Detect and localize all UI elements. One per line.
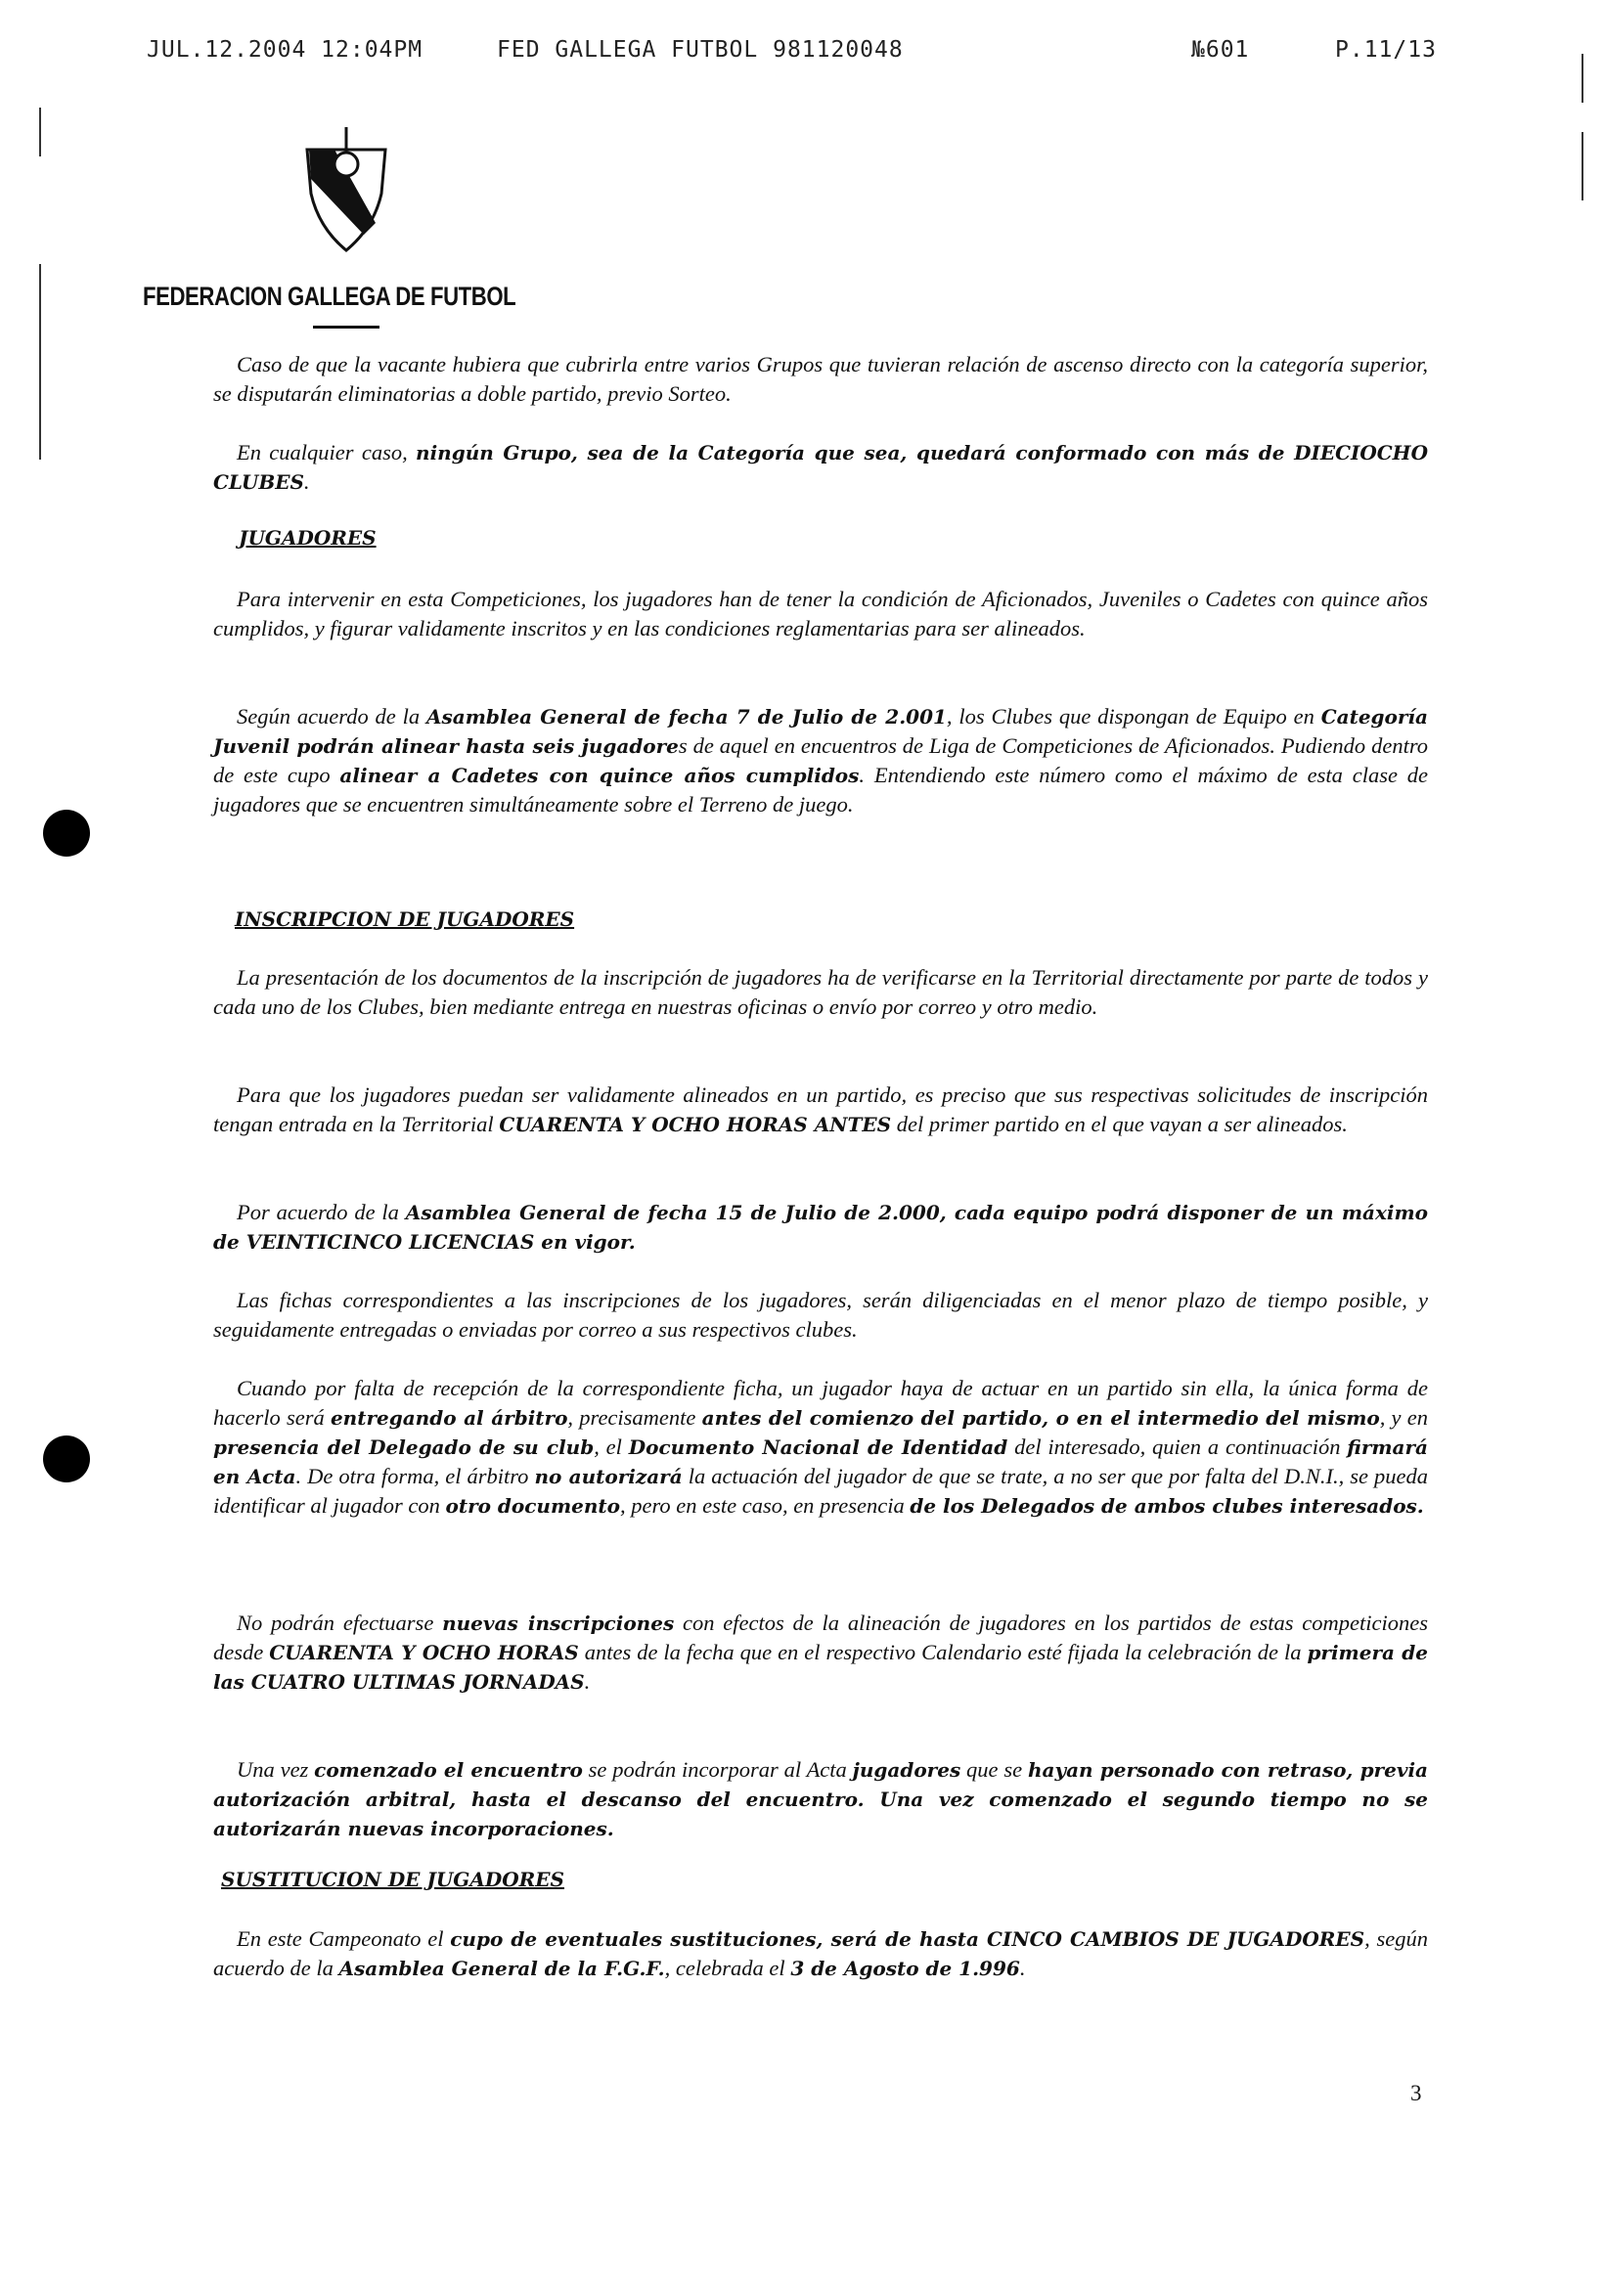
text-segment: Caso de que la vacante hubiera que cubrirla entre varios Grupos que tuvieran relación de ascenso directo con la categoría superior, se disputarán eliminatorias a doble partido, previo Sorteo. — [213, 352, 1428, 406]
fax-datetime: JUL.12.2004 12:04PM — [147, 37, 423, 63]
text-segment: No podrán efectuarse — [237, 1611, 443, 1635]
bold-text: antes del comienzo del partido, o en el intermedio del mismo — [701, 1406, 1380, 1430]
bold-text: Asamblea General de fecha 7 de Julio de 2.001 — [425, 705, 947, 729]
paragraph — [213, 1198, 1428, 1257]
text-segment: Para intervenir en esta Competiciones, los jugadores han de tener la condición de Aficionados, Juveniles o Cadetes con quince años cumplidos, y figurar validamente inscritos y en las condiciones reglamentarias para ser alineados. — [213, 587, 1428, 640]
text-segment: La presentación de los documentos de la inscripción de jugadores ha de verificarse en la Territorial directamente por parte de todos y cada uno de los Clubes, bien mediante entrega en nuestras oficinas o envío por correo y otro medio. — [213, 965, 1428, 1019]
scan-edge-mark — [1582, 132, 1583, 200]
text-segment: , pero en este caso, en presencia — [619, 1493, 911, 1518]
bold-text: alinear a Cadetes con quince años cumplidos — [339, 764, 860, 787]
text-segment: . — [1019, 1956, 1026, 1980]
organization-name: FEDERACION GALLEGA DE FUTBOL — [143, 282, 516, 311]
text-segment: con efectos de la alineación de jugadores en los partidos de estas competiciones desde — [213, 1611, 1428, 1664]
paragraph — [213, 1081, 1428, 1139]
text-segment: Para que los jugadores puedan ser validamente alineados en un partido, es preciso que sus respectivas solicitudes de inscripción tengan entrada en la Territorial — [213, 1082, 1428, 1136]
paragraph — [213, 1286, 1428, 1345]
text-segment: En este Campeonato el — [237, 1926, 451, 1951]
paragraph — [213, 438, 1428, 497]
bold-text: hayan personado con retraso, previa autorización arbitral, hasta el descanso del encuentro. Una vez comenzado el segundo tiempo no se autorizarán nuevas incorporaciones. — [213, 1758, 1428, 1840]
text-segment: Cuando por falta de recepción de la correspondiente ficha, un jugador haya de actuar en un partido sin ella, la única forma de hacerlo será — [213, 1376, 1428, 1430]
text-segment: . — [303, 469, 310, 494]
bold-text: nuevas inscripciones — [442, 1612, 675, 1635]
federation-crest-logo — [305, 125, 387, 252]
bold-text: otro documento — [445, 1494, 620, 1518]
text-segment: En cualquier caso, — [237, 440, 417, 464]
text-segment: antes de la fecha que en el respectivo Calendario esté fijada la celebración de la — [578, 1640, 1308, 1664]
fax-page: P.11/13 — [1335, 37, 1437, 63]
paragraph — [213, 1374, 1428, 1521]
section-heading-inscripcion: INSCRIPCION DE JUGADORES — [235, 907, 575, 931]
fax-sender: FED GALLEGA FUTBOL 981120048 — [497, 37, 904, 63]
text-segment: , y en — [1379, 1405, 1429, 1430]
scan-edge-mark — [39, 108, 41, 156]
bold-text: entregando al árbitro — [330, 1406, 568, 1430]
bold-text: CUARENTA Y OCHO HORAS ANTES — [499, 1113, 892, 1136]
text-segment: , precisamente — [567, 1405, 702, 1430]
paragraph — [213, 963, 1428, 1022]
paragraph — [213, 1609, 1428, 1697]
text-segment: . De otra forma, el árbitro — [295, 1464, 535, 1488]
bold-text: ningún Grupo, sea de la Categoría que sea, quedará conformado con más de DIECIOCHO CLUBES — [213, 441, 1428, 494]
bold-text: primera de las CUATRO ULTIMAS JORNADAS — [213, 1641, 1428, 1694]
bold-text: 3 de Agosto de 1.996 — [790, 1957, 1020, 1980]
text-segment: s de aquel en encuentros de Liga de Competiciones de Aficionados. Pudiendo dentro de este cupo — [213, 733, 1428, 787]
bold-text: presencia del Delegado de su club — [213, 1435, 595, 1459]
bold-text: cupo de eventuales sustituciones, será de hasta — [450, 1927, 979, 1951]
bold-text: jugadores — [852, 1758, 961, 1782]
fax-number: №601 — [1191, 37, 1250, 63]
bold-text: de los Delegados de ambos clubes interesados. — [910, 1494, 1424, 1518]
bold-text: CINCO CAMBIOS DE JUGADORES — [978, 1927, 1365, 1951]
text-segment: . — [584, 1669, 591, 1694]
bold-text: comenzado el encuentro — [314, 1758, 583, 1782]
text-segment: Las fichas correspondientes a las inscripciones de los jugadores, serán diligenciadas en el menor plazo de tiempo posible, y seguidamente entregadas o enviadas por correo a sus respectivos clubes. — [213, 1288, 1428, 1342]
punch-hole — [43, 1435, 90, 1482]
scan-edge-mark — [1582, 54, 1583, 103]
page-number: 3 — [1410, 2081, 1422, 2105]
scan-edge-mark — [39, 264, 41, 460]
text-segment: , los Clubes que dispongan de Equipo en — [946, 704, 1321, 729]
text-segment: , celebrada el — [664, 1956, 791, 1980]
section-heading-sustitucion: SUSTITUCION DE JUGADORES — [221, 1868, 564, 1891]
paragraph — [213, 1755, 1428, 1843]
text-segment: Una vez — [237, 1757, 315, 1782]
bold-text: Asamblea General de la F.G.F. — [338, 1957, 665, 1980]
bold-text: firmará en Acta — [213, 1435, 1428, 1488]
section-heading-jugadores: JUGADORES — [239, 526, 377, 550]
bold-text: no autorizará — [534, 1465, 683, 1488]
paragraph — [213, 702, 1428, 819]
bold-text: Documento Nacional de Identidad — [628, 1435, 1008, 1459]
text-segment: , el — [594, 1435, 629, 1459]
text-segment: Por acuerdo de la — [237, 1200, 406, 1224]
text-segment: del interesado, quien a continuación — [1007, 1435, 1348, 1459]
text-segment: del primer partido en el que vayan a ser alineados. — [891, 1112, 1348, 1136]
divider — [313, 326, 379, 329]
text-segment: . Entendiendo este número como el máximo de esta clase de jugadores que se encuentren simultáneamente sobre el Terreno de juego. — [213, 763, 1428, 817]
text-segment: se podrán incorporar al Acta — [582, 1757, 853, 1782]
paragraph — [213, 350, 1428, 409]
text-segment: la actuación del jugador de que se trate, a no ser que por falta del D.N.I., se pueda identificar al jugador con — [213, 1464, 1428, 1518]
bold-text: Categoría Juvenil podrán alinear hasta seis jugadore — [213, 705, 1428, 758]
text-segment: que se — [960, 1757, 1028, 1782]
text-segment: , según acuerdo de la — [213, 1926, 1428, 1980]
paragraph — [213, 585, 1428, 643]
paragraph — [213, 1924, 1428, 1983]
bold-text: CUARENTA Y OCHO HORAS — [269, 1641, 579, 1664]
text-segment: Según acuerdo de la — [237, 704, 426, 729]
punch-hole — [43, 810, 90, 857]
bold-text: Asamblea General de fecha 15 de Julio de 2.000, cada equipo podrá disponer de un máximo de VEINTICINCO LICENCIAS en vigor. — [213, 1201, 1429, 1254]
